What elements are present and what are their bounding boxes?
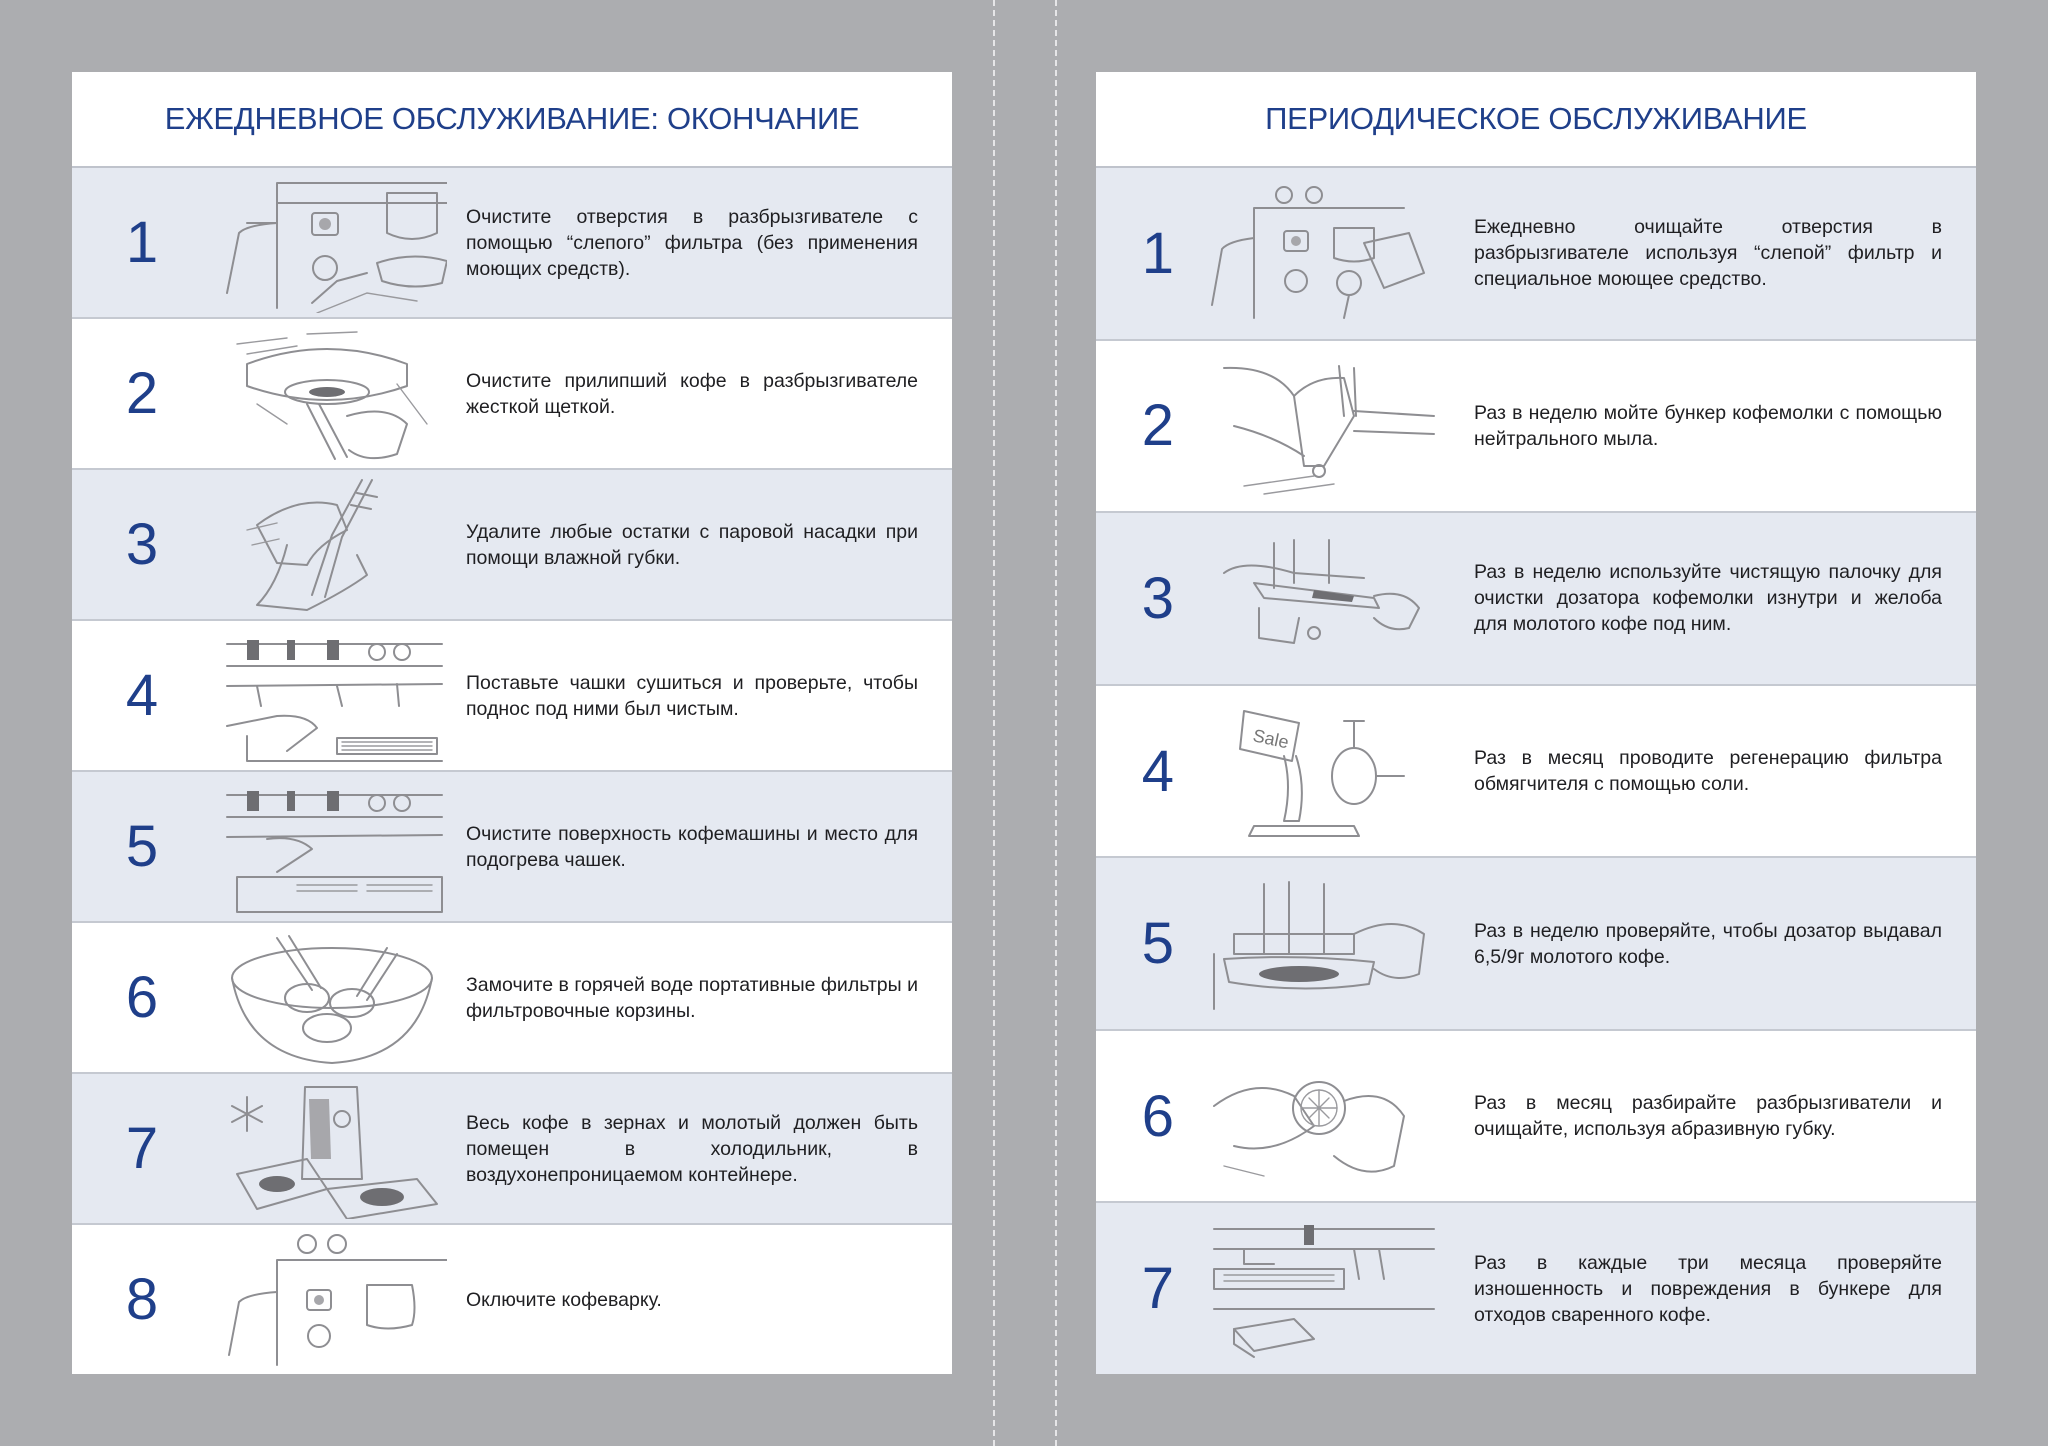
step-number: 4 — [1141, 738, 1174, 804]
page-spine — [993, 0, 995, 1446]
step-row — [1096, 1203, 1976, 1374]
step-number: 3 — [125, 512, 159, 577]
steps-list — [1096, 168, 1976, 1374]
steam-wand-sponge-icon — [212, 470, 452, 619]
group-head-brush-icon — [212, 319, 452, 468]
step-row — [1096, 513, 1976, 686]
step-row — [72, 319, 952, 470]
knock-box-icon — [1174, 1203, 1474, 1374]
machine-surface-icon — [212, 772, 452, 921]
step-number: 5 — [1141, 911, 1174, 977]
step-text: Ежедневно очищайте отверстия в разбрызгивателе используя “слепой” фильтр и специальное моющее средство. — [1474, 216, 1942, 291]
step-number: 3 — [1141, 565, 1174, 631]
step-text: Очистите поверхность кофемашины и место для подогрева чашек. — [466, 822, 918, 871]
group-head-detergent-icon — [1174, 168, 1474, 339]
step-number: 6 — [125, 965, 159, 1030]
step-text: Раз в неделю мойте бункер кофемолки с помощью нейтрального мыла. — [1474, 401, 1942, 450]
step-row — [72, 470, 952, 621]
step-text: Раз в неделю используйте чистящую палочку для очистки дозатора кофемолки изнутри и желоба для молотого кофе под ним. — [1474, 561, 1942, 636]
step-text: Раз в месяц проводите регенерацию фильтра обмягчителя с помощью соли. — [1474, 747, 1942, 796]
step-text: Замочите в горячей воде портативные фильтры и фильтровочные корзины. — [466, 973, 918, 1022]
step-row — [1096, 1031, 1976, 1204]
shower-screen-icon — [1174, 1031, 1474, 1202]
step-row — [72, 772, 952, 923]
grinder-hopper-icon — [1174, 341, 1474, 512]
step-number: 7 — [125, 1116, 159, 1181]
step-number: 1 — [1141, 220, 1174, 286]
steps-list — [72, 168, 952, 1374]
salt-bag-label: Sale — [1251, 725, 1291, 753]
cup-tray-icon — [212, 621, 452, 770]
step-row — [72, 923, 952, 1074]
step-number: 4 — [125, 663, 159, 728]
salt-softener-icon — [1174, 686, 1474, 857]
periodic-maintenance-page — [1096, 72, 1976, 1374]
step-text: Удалите любые остатки с паровой насадки при помощи влажной губки. — [466, 520, 918, 569]
daily-maintenance-page — [72, 72, 952, 1374]
step-row — [72, 1074, 952, 1225]
step-text: Раз в месяц разбирайте разбрызгиватели и очищайте, используя абразивную губку. — [1474, 1092, 1942, 1141]
page-title: ЕЖЕДНЕВНОЕ ОБСЛУЖИВАНИЕ: ОКОНЧАНИЕ — [72, 72, 952, 168]
step-number: 5 — [125, 814, 159, 879]
step-row — [1096, 341, 1976, 514]
step-text: Весь кофе в зернах и молотый должен быть помещен в холодильник, в воздухонепроницаемом контейнере. — [466, 1111, 918, 1186]
page-spine — [1055, 0, 1057, 1446]
step-number: 2 — [125, 361, 159, 426]
step-text: Оключите кофеварку. — [466, 1288, 662, 1311]
fridge-coffee-icon — [212, 1074, 452, 1223]
grinder-brush-icon — [1174, 513, 1474, 684]
step-row — [72, 168, 952, 319]
group-head-blind-filter-icon — [212, 168, 452, 317]
step-text: Раз в каждые три месяца проверяйте изношенность и повреждения в бункере для отходов сваренного кофе. — [1474, 1251, 1942, 1326]
page-title: ПЕРИОДИЧЕСКОЕ ОБСЛУЖИВАНИЕ — [1096, 72, 1976, 168]
step-row — [1096, 168, 1976, 341]
step-text: Очистите отверстия в разбрызгивателе с помощью “слепого” фильтра (без применения моющих средств). — [466, 205, 918, 280]
step-number: 8 — [125, 1267, 159, 1332]
doser-check-icon — [1174, 858, 1474, 1029]
step-text: Очистите прилипший кофе в разбрызгивателе жесткой щеткой. — [466, 369, 918, 418]
step-row — [1096, 686, 1976, 859]
step-row — [72, 621, 952, 772]
step-text: Поставьте чашки сушиться и проверьте, чтобы поднос под ними был чистым. — [466, 671, 918, 720]
machine-off-icon — [212, 1225, 452, 1374]
step-number: 2 — [1141, 393, 1174, 459]
snowflake-icon — [232, 1097, 262, 1131]
step-row — [1096, 858, 1976, 1031]
step-number: 6 — [1141, 1083, 1174, 1149]
step-number: 1 — [125, 210, 159, 275]
step-row — [72, 1225, 952, 1374]
step-number: 7 — [1141, 1256, 1174, 1322]
step-text: Раз в неделю проверяйте, чтобы дозатор выдавал 6,5/9г молотого кофе. — [1474, 919, 1942, 968]
soak-bowl-icon — [212, 923, 452, 1072]
